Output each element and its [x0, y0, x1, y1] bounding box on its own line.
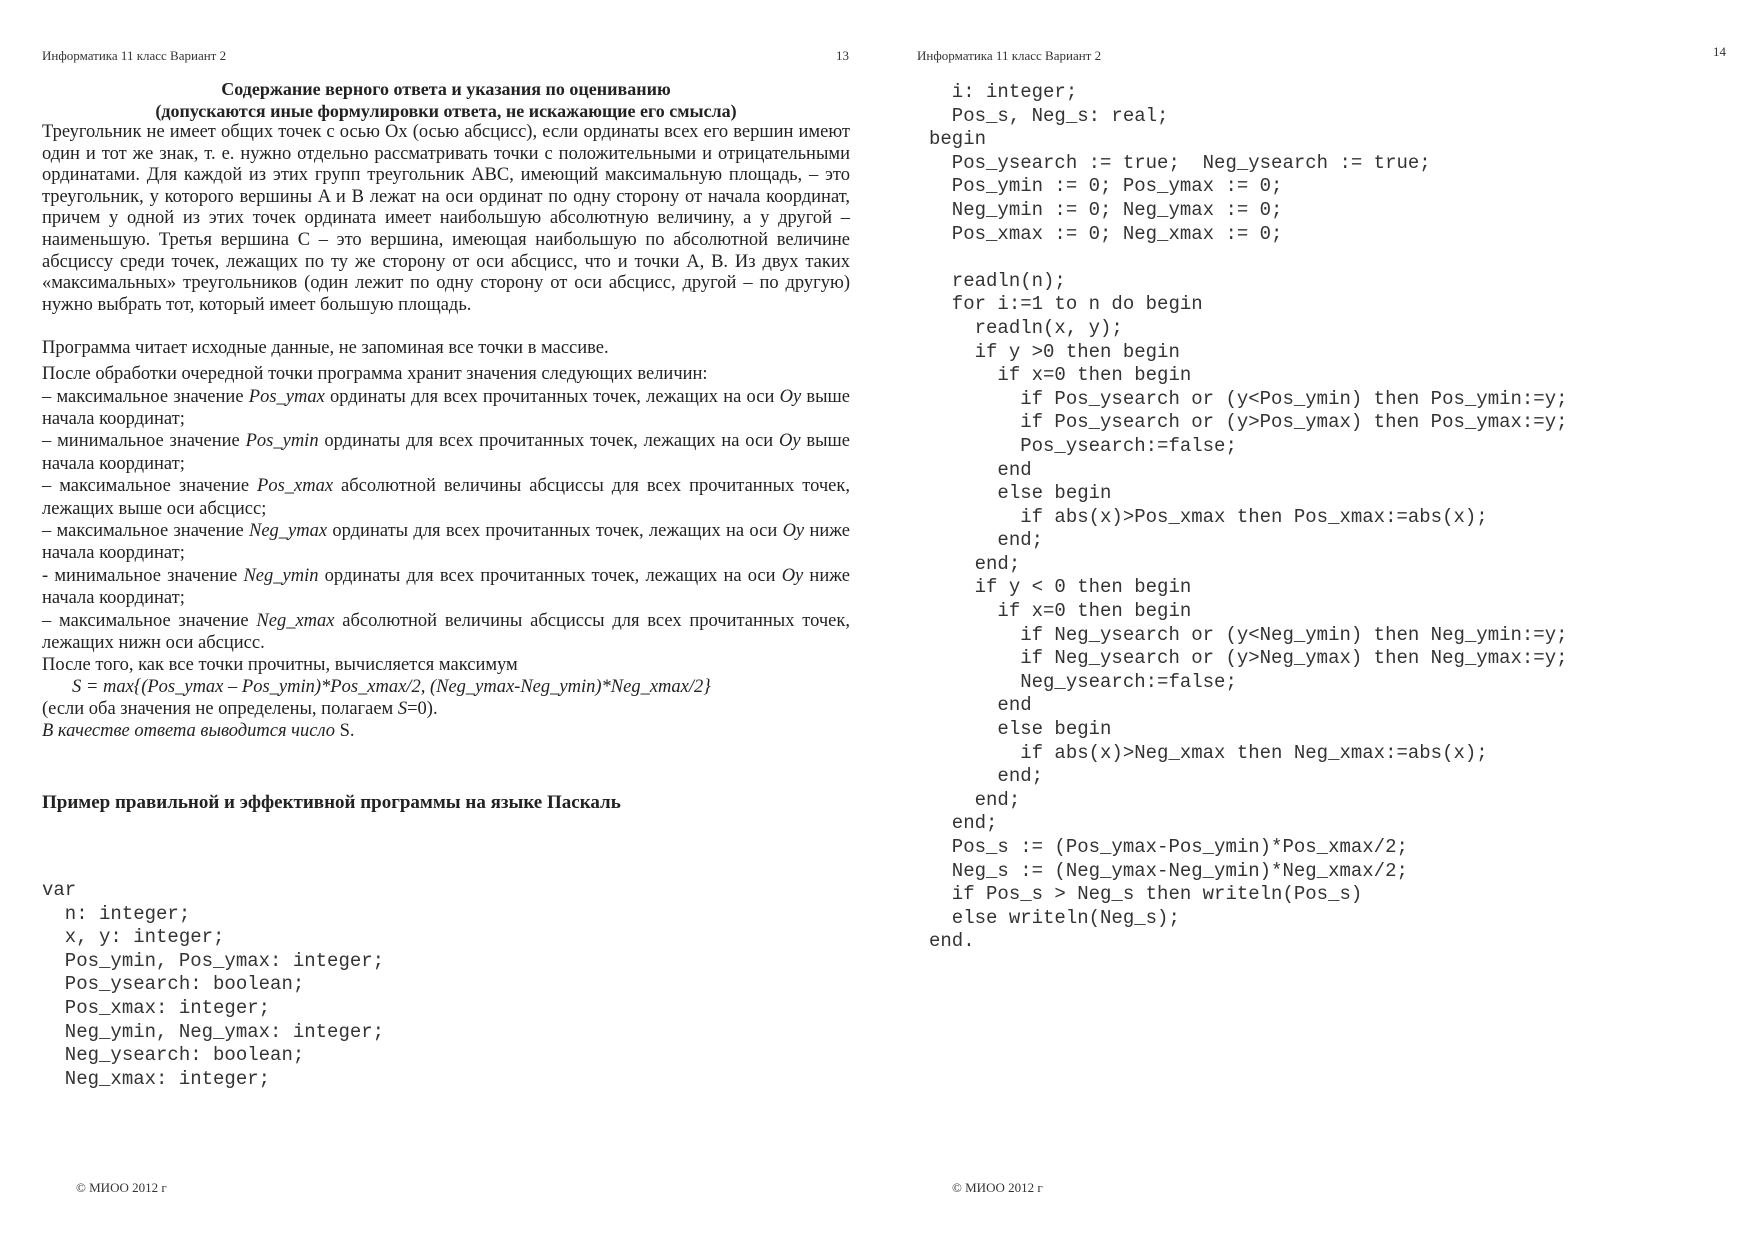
example-program-title: Пример правильной и эффективной программы на языке Паскаль	[42, 792, 621, 814]
code-line: end	[929, 694, 1032, 717]
code-line: end;	[929, 529, 1044, 552]
code-line: Pos_ymin, Pos_ymax: integer;	[42, 949, 385, 972]
code-line: Neg_ymin := 0; Neg_ymax := 0;	[929, 198, 1283, 221]
list-item: – максимальное значение Neg_xmax абсолютной величины абсциссы для всех прочитанных точек, лежащих нижн оси абсцисс.	[42, 610, 850, 653]
code-line: end;	[929, 765, 1044, 788]
code-line: for i:=1 to n do begin	[929, 293, 1203, 316]
code-line: readln(x, y);	[929, 316, 1123, 339]
answer-note: В качестве ответа выводится число S.	[42, 721, 355, 742]
stored-values-list	[42, 386, 850, 655]
code-line: else begin	[929, 482, 1112, 505]
stored-values-intro: После обработки очередной точки программа хранит значения следующих величин:	[42, 363, 708, 384]
code-line: if Neg_ysearch or (y>Neg_ymax) then Neg_ymax:=y;	[929, 647, 1568, 670]
code-line: if y < 0 then begin	[929, 576, 1192, 599]
list-item: - минимальное значение Neg_ymin ординаты для всех прочитанных точек, лежащих на оси Oy ниже начала координат;	[42, 565, 850, 609]
code-line: Pos_ysearch := true; Neg_ysearch := true;	[929, 151, 1431, 174]
code-line: Pos_xmax: integer;	[42, 996, 271, 1019]
code-line: if Pos_ysearch or (y>Pos_ymax) then Pos_ymax:=y;	[929, 411, 1568, 434]
code-line: Neg_ysearch: boolean;	[42, 1044, 305, 1067]
program-reading-paragraph: Программа читает исходные данные, не запоминая все точки в массиве.	[42, 338, 609, 359]
code-line: Neg_ymin, Neg_ymax: integer;	[42, 1020, 385, 1043]
code-line: i: integer;	[929, 81, 1078, 103]
code-line: Pos_s, Neg_s: real;	[929, 104, 1169, 127]
code-line: Pos_ymin := 0; Pos_ymax := 0;	[929, 175, 1283, 198]
code-line: end;	[929, 812, 998, 835]
code-line: Pos_s := (Pos_ymax-Pos_ymin)*Pos_xmax/2;	[929, 836, 1408, 858]
pascal-code-block-continued	[929, 81, 1568, 954]
code-line: if abs(x)>Pos_xmax then Pos_xmax:=abs(x);	[929, 505, 1488, 528]
right-page	[877, 0, 1754, 1239]
list-item: – максимальное значение Neg_ymax ординаты для всех прочитанных точек, лежащих на оси Oy ниже начала координат;	[42, 520, 850, 564]
code-line: readln(n);	[929, 269, 1066, 292]
code-line: end;	[929, 552, 1021, 575]
code-line: if y >0 then begin	[929, 340, 1180, 363]
code-line: Neg_ysearch:=false;	[929, 670, 1237, 693]
after-reading-text: После того, как все точки прочитны, вычисляется максимум	[42, 655, 518, 676]
code-line: Pos_ysearch: boolean;	[42, 973, 305, 996]
code-line: end;	[929, 788, 1021, 811]
code-line: if Pos_s > Neg_s then writeln(Pos_s)	[929, 883, 1363, 906]
page-header-title: Информатика 11 класс Вариант 2	[917, 48, 1102, 63]
answer-section	[42, 78, 850, 814]
code-line: end.	[929, 930, 975, 953]
code-line: else begin	[929, 718, 1112, 741]
code-line: if Neg_ysearch or (y<Neg_ymin) then Neg_ymin:=y;	[929, 623, 1568, 646]
code-line: Pos_ysearch:=false;	[929, 434, 1237, 457]
list-item: – минимальное значение Pos_ymin ординаты для всех прочитанных точек, лежащих на оси Oy выше начала координат;	[42, 431, 850, 474]
code-line: if x=0 then begin	[929, 600, 1192, 623]
code-line	[929, 246, 1568, 270]
copyright-footer: © МИОО 2012 г	[76, 1180, 167, 1195]
code-line: Pos_xmax := 0; Neg_xmax := 0;	[929, 222, 1283, 245]
code-line: n: integer;	[42, 902, 191, 925]
list-item: – максимальное значение Pos_ymax ординаты для всех прочитанных точек, лежащих на оси Oy выше начала координат;	[42, 386, 850, 429]
page-number: 13	[836, 48, 849, 63]
code-line: if Pos_ysearch or (y<Pos_ymin) then Pos_ymin:=y;	[929, 387, 1568, 410]
code-line: var	[42, 879, 77, 901]
code-line: end	[929, 458, 1032, 481]
code-line: Neg_xmax: integer;	[42, 1067, 271, 1090]
code-line: if x=0 then begin	[929, 364, 1192, 387]
page-header-title: Информатика 11 класс Вариант 2	[42, 48, 227, 63]
solution-paragraph: Треугольник не имеет общих точек с осью Ox (осью абсцисс), если ординаты всех его вершин имеют один и тот же знак, т. е. нужно отдельно рассматривать точки с положительными и отрицательными ординатами. Для каждой из этих групп треугольник ABC, имеющий максимальную площадь, – это треугольник, у которого вершины A и B лежат на оси ординат по одну сторону от начала координат, причем у одной из этих точек ордината имеет наибольшую абсолютную величину, а у другой – наименьшую. Третья вершина C – это вершина, имеющая наибольшую по абсолютной величине абсциссу среди точек, лежащих по ту же сторону от оси абсцисс, что и точки A, B. Из двух таких «максимальных» треугольников (один лежит по одну сторону от оси абсцисс, другой – по другую) нужно выбрать тот, который имеет большую площадь.	[42, 122, 850, 315]
code-line: else writeln(Neg_s);	[929, 906, 1180, 929]
section-heading-line2: (допускаются иные формулировки ответа, не искажающие его смысла)	[155, 101, 737, 121]
code-line: x, y: integer;	[42, 926, 225, 949]
code-line: begin	[929, 128, 987, 151]
max-formula: S = max{(Pos_ymax – Pos_ymin)*Pos_xmax/2, (Neg_ymax-Neg_ymin)*Neg_xmax/2}	[72, 677, 711, 698]
page-number: 14	[1713, 44, 1726, 59]
pascal-code-block	[42, 879, 384, 1091]
undefined-note: (если оба значения не определены, полагаем S=0).	[42, 699, 438, 720]
copyright-footer: © МИОО 2012 г	[952, 1180, 1043, 1195]
code-line: if abs(x)>Neg_xmax then Neg_xmax:=abs(x);	[929, 741, 1488, 764]
section-heading-line1: Содержание верного ответа и указания по оцениванию	[221, 79, 671, 99]
code-line: Neg_s := (Neg_ymax-Neg_ymin)*Neg_xmax/2;	[929, 859, 1408, 882]
list-item: – максимальное значение Pos_xmax абсолютной величины абсциссы для всех прочитанных точек, лежащих выше оси абсцисс;	[42, 476, 850, 519]
